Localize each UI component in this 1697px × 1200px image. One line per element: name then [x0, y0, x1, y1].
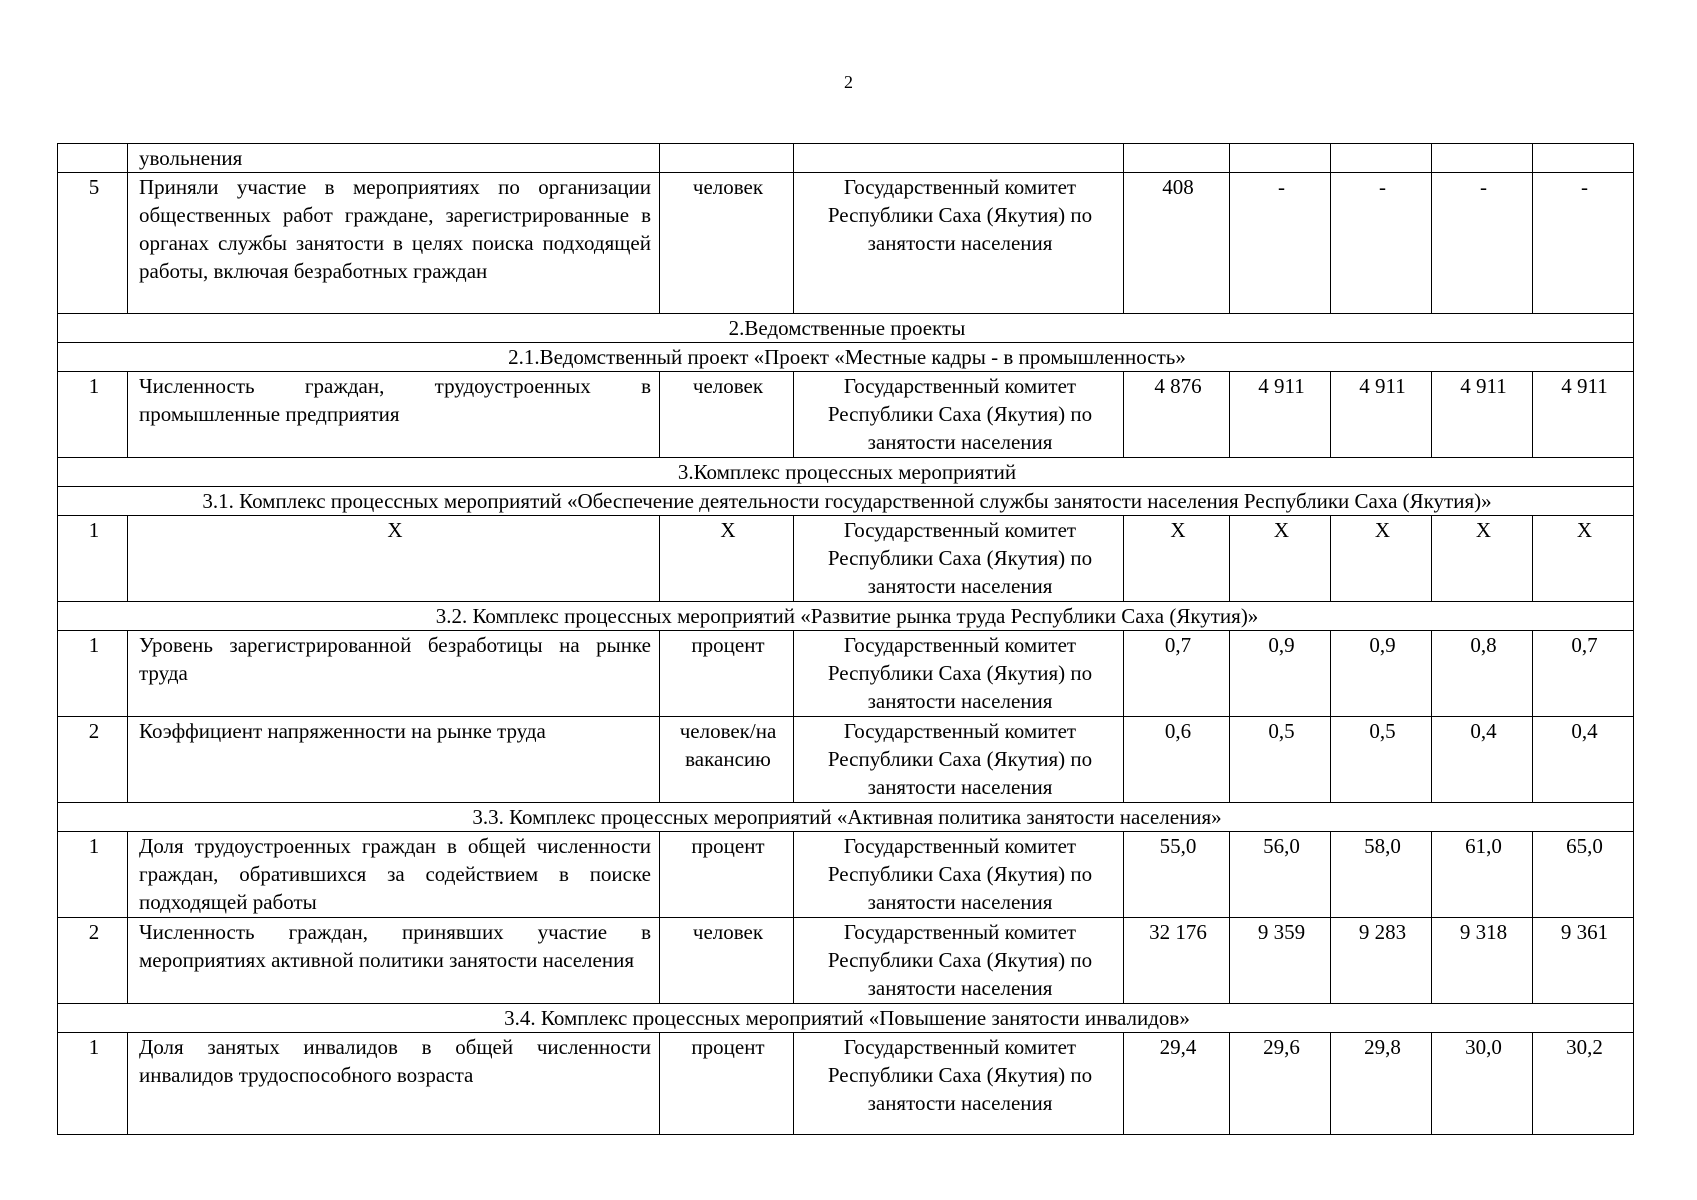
value-cell: 0,7 [1124, 631, 1230, 717]
value-cell: 0,4 [1432, 717, 1533, 803]
indicator-cell: увольнения [128, 144, 660, 173]
value-cell [1230, 144, 1331, 173]
row-number-cell [58, 144, 128, 173]
section-header-row [58, 458, 1634, 487]
value-cell: 0,8 [1432, 631, 1533, 717]
value-cell: 0,9 [1230, 631, 1331, 717]
unit-cell: человек [660, 173, 794, 314]
row-number-cell: 1 [58, 1033, 128, 1135]
section-header-row [58, 1004, 1634, 1033]
value-cell: 29,8 [1331, 1033, 1432, 1135]
value-cell: 30,2 [1533, 1033, 1634, 1135]
unit-cell [660, 144, 794, 173]
value-cell: Х [1533, 516, 1634, 602]
row-number-cell: 1 [58, 832, 128, 918]
unit-cell: человек [660, 372, 794, 458]
section-header-row [58, 803, 1634, 832]
value-cell: 32 176 [1124, 918, 1230, 1004]
value-cell: 9 361 [1533, 918, 1634, 1004]
indicator-cell: Х [128, 516, 660, 602]
section-title: 3.3. Комплекс процессных мероприятий «Активная политика занятости населения» [58, 803, 1634, 832]
value-cell: 55,0 [1124, 832, 1230, 918]
unit-cell: человек/на вакансию [660, 717, 794, 803]
row-number-cell: 2 [58, 918, 128, 1004]
row-number-cell: 2 [58, 717, 128, 803]
section-header-row [58, 487, 1634, 516]
indicator-cell: Приняли участие в мероприятиях по организации общественных работ граждане, зарегистрированные в органах службы занятости в целях поиска подходящей работы, включая безработных граждан [128, 173, 660, 314]
unit-cell: процент [660, 832, 794, 918]
value-cell [1331, 144, 1432, 173]
value-cell: 58,0 [1331, 832, 1432, 918]
table-row [58, 832, 1634, 918]
value-cell: - [1533, 173, 1634, 314]
value-cell: 29,4 [1124, 1033, 1230, 1135]
value-cell: Х [1432, 516, 1533, 602]
section-title: 3.1. Комплекс процессных мероприятий «Обеспечение деятельности государственной службы занятости населения Республики Саха (Якутия)» [58, 487, 1634, 516]
responsible-cell: Государственный комитет Республики Саха (Якутия) по занятости населения [794, 173, 1124, 314]
value-cell [1533, 144, 1634, 173]
indicator-cell: Доля занятых инвалидов в общей численности инвалидов трудоспособного возраста [128, 1033, 660, 1135]
value-cell: - [1331, 173, 1432, 314]
responsible-cell: Государственный комитет Республики Саха (Якутия) по занятости населения [794, 631, 1124, 717]
value-cell [1432, 144, 1533, 173]
row-number-cell: 1 [58, 516, 128, 602]
value-cell: 0,4 [1533, 717, 1634, 803]
unit-cell: процент [660, 1033, 794, 1135]
table-row-continuation [58, 144, 1634, 173]
table-row [58, 631, 1634, 717]
section-header-row [58, 314, 1634, 343]
value-cell: 4 876 [1124, 372, 1230, 458]
section-title: 2.1.Ведомственный проект «Проект «Местные кадры - в промышленность» [58, 343, 1634, 372]
value-cell: 30,0 [1432, 1033, 1533, 1135]
responsible-cell: Государственный комитет Республики Саха (Якутия) по занятости населения [794, 918, 1124, 1004]
responsible-cell: Государственный комитет Республики Саха (Якутия) по занятости населения [794, 372, 1124, 458]
value-cell: 61,0 [1432, 832, 1533, 918]
row-number-cell: 1 [58, 631, 128, 717]
unit-cell: Х [660, 516, 794, 602]
value-cell: 0,6 [1124, 717, 1230, 803]
responsible-cell: Государственный комитет Республики Саха (Якутия) по занятости населения [794, 516, 1124, 602]
value-cell: 0,5 [1230, 717, 1331, 803]
value-cell: 408 [1124, 173, 1230, 314]
page-number: 2 [844, 72, 853, 92]
value-cell: - [1230, 173, 1331, 314]
row-number-cell: 1 [58, 372, 128, 458]
indicator-cell: Доля трудоустроенных граждан в общей численности граждан, обратившихся за содействием в поиске подходящей работы [128, 832, 660, 918]
table-row [58, 372, 1634, 458]
indicator-cell: Численность граждан, принявших участие в мероприятиях активной политики занятости населения [128, 918, 660, 1004]
section-title: 3.2. Комплекс процессных мероприятий «Развитие рынка труда Республики Саха (Якутия)» [58, 602, 1634, 631]
table-row [58, 717, 1634, 803]
section-title: 2.Ведомственные проекты [58, 314, 1634, 343]
unit-cell: процент [660, 631, 794, 717]
responsible-cell: Государственный комитет Республики Саха (Якутия) по занятости населения [794, 1033, 1124, 1135]
table-row [58, 516, 1634, 602]
value-cell: 29,6 [1230, 1033, 1331, 1135]
value-cell: 0,5 [1331, 717, 1432, 803]
section-title: 3.4. Комплекс процессных мероприятий «Повышение занятости инвалидов» [58, 1004, 1634, 1033]
value-cell: 0,7 [1533, 631, 1634, 717]
value-cell: 56,0 [1230, 832, 1331, 918]
value-cell: 9 318 [1432, 918, 1533, 1004]
row-number-cell: 5 [58, 173, 128, 314]
indicator-cell: Коэффициент напряженности на рынке труда [128, 717, 660, 803]
value-cell: - [1432, 173, 1533, 314]
value-cell: 9 283 [1331, 918, 1432, 1004]
responsible-cell: Государственный комитет Республики Саха (Якутия) по занятости населения [794, 717, 1124, 803]
value-cell: 4 911 [1331, 372, 1432, 458]
value-cell: 4 911 [1230, 372, 1331, 458]
indicators-table [57, 143, 1634, 1135]
responsible-cell: Государственный комитет Республики Саха (Якутия) по занятости населения [794, 832, 1124, 918]
value-cell: Х [1331, 516, 1432, 602]
responsible-cell [794, 144, 1124, 173]
value-cell: 4 911 [1533, 372, 1634, 458]
section-header-row [58, 343, 1634, 372]
value-cell: 0,9 [1331, 631, 1432, 717]
table-row [58, 918, 1634, 1004]
table-row [58, 1033, 1634, 1135]
table-row [58, 173, 1634, 314]
value-cell [1124, 144, 1230, 173]
indicator-cell: Уровень зарегистрированной безработицы на рынке труда [128, 631, 660, 717]
indicator-cell: Численность граждан, трудоустроенных в промышленные предприятия [128, 372, 660, 458]
value-cell: Х [1124, 516, 1230, 602]
value-cell: 9 359 [1230, 918, 1331, 1004]
section-title: 3.Комплекс процессных мероприятий [58, 458, 1634, 487]
value-cell: 65,0 [1533, 832, 1634, 918]
section-header-row [58, 602, 1634, 631]
value-cell: Х [1230, 516, 1331, 602]
unit-cell: человек [660, 918, 794, 1004]
value-cell: 4 911 [1432, 372, 1533, 458]
